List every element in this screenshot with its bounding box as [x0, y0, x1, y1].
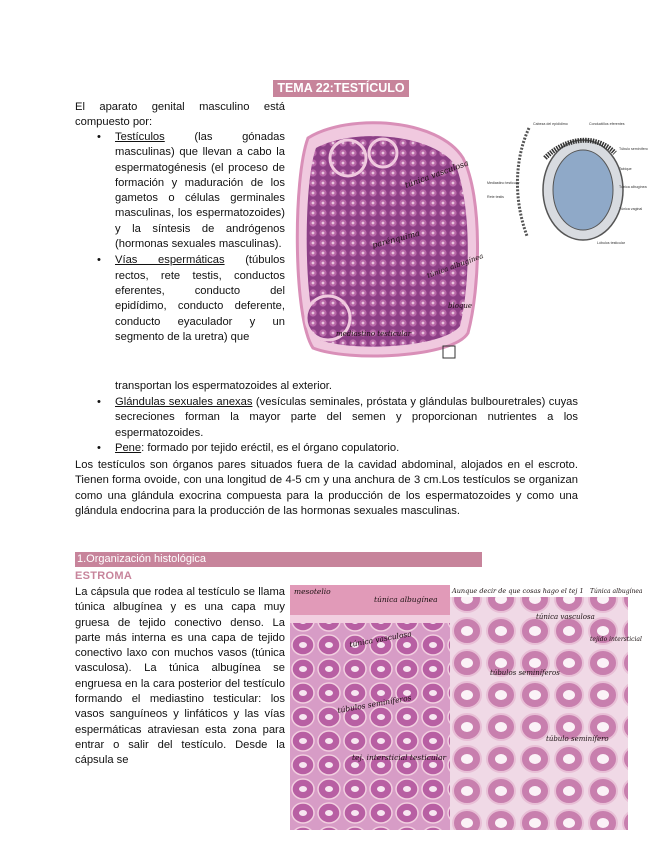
label-note: Aunque decir de que cosas hago el tej 1	[452, 587, 584, 595]
list-item	[115, 395, 578, 441]
label-rete: Rete testis	[487, 195, 504, 199]
list-item	[115, 253, 285, 345]
label-tunica-albuginea: túnica albugínea	[425, 252, 485, 280]
label-albuginea-4: Túnica albugínea	[590, 588, 643, 595]
label-vasculosa-3: túnica vasculosa	[348, 629, 413, 649]
item-term: Pene	[115, 441, 142, 454]
subsection-header: ESTROMA	[75, 570, 133, 582]
item-term: Testículos	[115, 131, 165, 143]
label-lobulos: Lóbulos testicular	[597, 241, 625, 245]
list-item	[115, 441, 578, 456]
item-continuation: transportan los espermatozoides al exterior.	[115, 380, 333, 392]
page-title: TEMA 22:TESTÍCULO	[273, 80, 409, 97]
label-tabique: Tabique	[619, 167, 632, 171]
label-tunica-vasculosa: túnica vasculosa	[403, 158, 470, 190]
label-tubulo-4: túbulo seminífero	[546, 735, 609, 743]
item-term: Glándulas sexuales anexas	[115, 396, 253, 408]
label-albuginea: Túnica albugínea	[619, 185, 647, 189]
intro-text: El aparato genital masculino está compuesto por:	[75, 101, 285, 129]
label-conductillos: Conductillos eferentes	[589, 122, 625, 126]
label-vasculosa-4: túnica vasculosa	[536, 613, 595, 621]
label-tubulo: Túbulo seminífero	[619, 147, 648, 151]
label-mediastino: mediastino testicular	[336, 330, 412, 338]
label-vaginal: Túnica vaginal	[619, 207, 643, 211]
label-cabeza-epididimo: Cabeza del epidídimo	[533, 122, 568, 126]
item-text: : formado por tejido eréctil, es el órgano copulatorio.	[141, 441, 400, 454]
item-term: Vías espermáticas	[115, 254, 225, 267]
organ-list-wide	[115, 395, 578, 456]
label-tubulos-3: túbulos seminíferos	[336, 693, 413, 715]
testis-histology-image	[288, 118, 485, 362]
label-intersticial-3: tej. intersticial testicular	[352, 753, 447, 762]
label-intersticial-4: tejido intersticial	[590, 636, 642, 643]
testis-diagram-image	[485, 118, 648, 250]
tubules-histology-image	[450, 583, 643, 830]
label-mediastino-diagram: Mediastino testicular	[487, 181, 520, 185]
label-albuginea-3: túnica albugínea	[374, 595, 438, 604]
list-item	[115, 130, 285, 252]
section-header: 1.Organización histológica	[75, 552, 482, 567]
label-parenquima: parénquima	[371, 228, 421, 250]
label-bloque: bloque	[448, 302, 473, 310]
item-text: (vesículas seminales, próstata y glándulas bulbouretrales) cuyas secreciones forman la mayor parte del semen y proporcionan nutrientes a los espermatozoides.	[115, 396, 578, 439]
stroma-text: La cápsula que rodea al testículo se llama túnica albugínea y es una capa muy gruesa de tejido conectivo denso. La parte más interna es una capa de tejido conectivo laxo con muchos vasos (túnica vasculosa). La túnica albugínea se engruesa en la cara posterior del testículo formando el mediastino testicular: los vasos sanguíneos y linfáticos y las vías espermáticas atraviesan esta zona para entrar o salir del testículo. Desde la cápsula se	[75, 586, 285, 767]
item-text: (las gónadas masculinas) que llevan a cabo la espermatogénesis (el proceso de formación y maduración de los gametos o células germinales masculinas, los espermatozoides) y la síntesis de andrógenos (hormonas sexuales masculinas).	[115, 131, 285, 251]
capsule-histology-image	[290, 585, 450, 830]
label-tubulos-4: túbulos seminíferos	[490, 669, 560, 677]
testis-paragraph: Los testículos son órganos pares situados fuera de la cavidad abdominal, alojados en el escroto. Tienen forma ovoide, con una longitud de 4-5 cm y una anchura de 3 cm.Los testículos se organizan como una glándula exocrina compuesta para la producción de los espermatozoides y como una glándula endocrina para la producción de las hormonas sexuales masculinas.	[75, 459, 578, 517]
label-mesotelio: mesotelio	[294, 587, 331, 596]
organ-list-narrow	[115, 130, 285, 345]
item-text: (túbulos rectos, rete testis, conductos eferentes, conducto del epidídimo, conducto deferente, conducto eyaculador y un segmento de la uretra) que	[115, 254, 285, 343]
